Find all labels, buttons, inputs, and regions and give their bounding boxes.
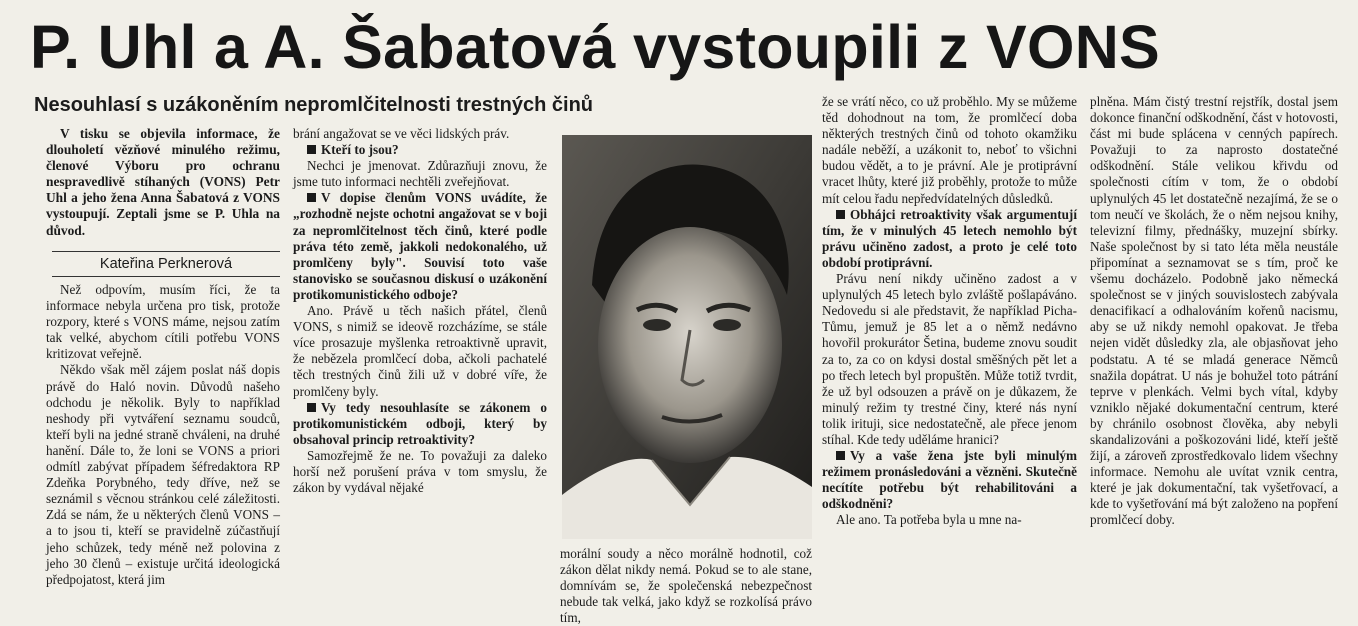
answer: Ano. Právě u těch našich přátel, členů VONS, s nimiž se ideově rozcházíme, se stále více prosazuje myšlenka retroaktivně upravit, že nebězela promlčecí doba, ačkoli pachatelé těch trestných činů žili už v dobré víře, že promlčeny byly. <box>293 303 547 399</box>
square-bullet-icon <box>836 210 845 219</box>
square-bullet-icon <box>307 403 316 412</box>
question: Obhájci retroaktivity však argumentují tím, že v minulých 45 letech nemohlo být právu učiněno zadost, a proto je celé toto období protiprávní. <box>822 206 1077 270</box>
column-3 <box>822 94 1077 529</box>
author-byline: Kateřina Perknerová <box>99 256 233 272</box>
answer: Právu není nikdy učiněno zadost a v uplynulých 45 letech bylo zvláště pošlapáváno. Nedovedu si ale představit, že například Picha-Tůmu, jemuž je 85 let a o němž nedávno hovořil prokurátor Šetina, budeme znovu soudit za to, za co on kdysi dostal směšných pět let a po třech letech byl propuštěn. Může totiž tvrdit, že už byl odsouzen a právě on je důkazem, že minulý režim ty trestné činy, které nás nyní tolik irituji, sice nedostatečně, ale přece jenom stíhal. Kde tedy uděláme hranici? <box>822 271 1077 447</box>
paragraph: Než odpovím, musím říci, že ta informace nebyla určena pro tisk, protože rozpory, které s VONS máme, nejsou zatím tak velké, abychom cítili potřebu VONS kritizovat veřejně. <box>46 282 280 362</box>
column-2 <box>293 126 547 496</box>
subheadline: Nesouhlasí s uzákoněním nepromlčitelnosti trestných činů <box>34 94 594 116</box>
question: V dopise členům VONS uvádíte, že „rozhodně nejste ochotni angažovat se v boji za nepromlčitelnost těch činů, které podle práva této země, jakkoli nedokonalého, už promlčeny byly". Souvisí toto vaše stanovisko se současnou diskusí o uzákonění protikomunistického odboje? <box>293 190 547 302</box>
answer: Samozřejmě že ne. To považuji za daleko horší než porušení práva v tom smyslu, že zákon by vydával nějaké <box>293 447 547 496</box>
question: Vy tedy nesouhlasíte se zákonem o protikomunistickém odboji, který by obsahoval princip retroaktivity? <box>293 399 547 447</box>
lead-paragraph <box>46 126 280 239</box>
headline: P. Uhl a A. Šabatová vystoupili z VONS <box>30 13 1161 81</box>
square-bullet-icon <box>836 451 845 460</box>
column-1 <box>46 282 280 588</box>
author-top-rule <box>52 251 280 252</box>
photo-adjacent-text: morální soudy a něco morálně hodnotil, což zákon dělat nikdy nemá. Pokud se to ale stane, domnívám se, že společenská nebezpečnost nebude tak velká, jako když se rozkolísá právo tím, <box>560 546 812 626</box>
square-bullet-icon <box>307 193 316 202</box>
author-bottom-rule <box>52 276 280 277</box>
paragraph: brání angažovat se ve věci lidských práv. <box>293 126 510 141</box>
paragraph: že se vrátí něco, co už proběhlo. My se můžeme těd dohodnout na tom, že promlčecí doba některých trestných činů od tohoto okamžiku nadále neběží, a uzákonit to, neboť to všichni budou vědět, a to je právní. Ale je protiprávní vracet lhůty, které již proběhly, protože to může mít celou řadu nepředvídatelných důsledků. <box>822 94 1077 206</box>
paragraph: Někdo však měl zájem poslat náš dopis právě do Haló novin. Důvodů našeho odchodu je několik. Byly to například neshody při vytváření seznamu soudců, kteří byli na jedné straně chváleni, na druhé hanění. Dále to, že loni se VONS a priori odmítl zabývat případem šéfredaktora RP Zdeňka Porybného, tedy dříve, než se seznámil s věcnou stránkou celé záležitosti. Zdá se nám, že u některých členů VONS – a to jsou ti, kteří se pravidelně zúčastňují jeho schůzek, tedy méně než polovina z jeho 30 členů – existuje určitá ideologická předpojatost, která jim <box>46 362 280 587</box>
question: Kteří to jsou? <box>293 142 547 158</box>
question: Vy a vaše žena jste byli minulým režimem pronásledováni a vězněni. Skutečně necítíte potřebu být rehabilitováni a odškodněni? <box>822 448 1077 512</box>
portrait-photo <box>562 135 812 539</box>
column-4 <box>1090 94 1338 529</box>
paragraph: plněna. Mám čistý trestní rejstřík, dostal jsem dokonce finanční odškodnění, část v hotovosti, část mi bude splácena v cenných papírech. Považuji to za naprosto dostatečné odškodnění. Stále velikou křivdu od společnosti cítím v tom, že o období uplynulých 45 let dostatečně nezajímá, že se o tom neučí ve školách, že o něm nejsou knihy, televizní filmy, přednášky, muzejní sbírky. Naše společnost by si tato léta měla neustále připomínat a seznamovat se s tím, proč ke všemu docházelo. Podobně jako německá společnost se v jiných souvislostech zabývala denacifikací a odhalováním kořenů nacismu, aby se už nikdy nemohl opakovat. Je třeba nejen vidět důsledky zla, ale objasňovat jeho podstatu. A té se mladá generace Němců snažila dopátrat. U nás je bohužel toto pátrání teprve v plenkách. Velmi bych vítal, kdyby vzniklo nějaké dokumentační centrum, které by chránilo osobnost člověka, aby nebyli skandalizováni a poškozováni lidé, kteří ještě žijí, a zároveň zprostředkovalo lidem všechny informace. Nemohu ale uvítat vznik centra, které je jak dokumentační, tak vyšetřovací, a kde to vyšetřování má být založeno na popření promlčecí doby. <box>1090 94 1338 528</box>
answer: Nechci je jmenovat. Zdůrazňuji znovu, že jsme tuto informaci nechtěli zveřejňovat. <box>293 158 547 190</box>
square-bullet-icon <box>307 145 316 154</box>
answer: Ale ano. Ta potřeba byla u mne na- <box>836 512 1022 528</box>
lead-text: V tisku se objevila informace, že dlouholetí vězňové minulého režimu, členové Výboru pro ochranu nespravedlivě stíhaných (VONS) Petr Uhl a jeho žena Anna Šabatová z VONS vystoupují. Zeptali jsme se P. Uhla na důvod. <box>46 126 280 238</box>
